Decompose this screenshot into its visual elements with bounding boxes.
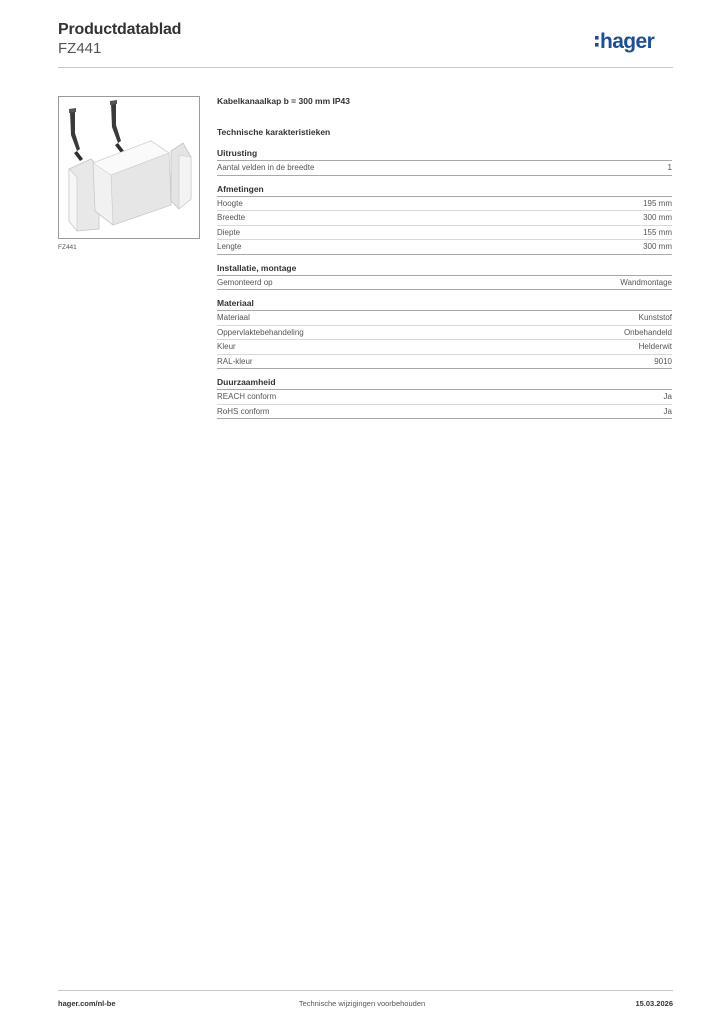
image-caption: FZ441 xyxy=(58,244,77,251)
spec-value: Ja xyxy=(663,392,672,401)
spec-value: Kunststof xyxy=(638,313,672,322)
section-title: Installatie, montage xyxy=(217,263,672,276)
footer-disclaimer: Technische wijzigingen voorbehouden xyxy=(298,999,426,1008)
hager-logo xyxy=(594,27,674,57)
product-image xyxy=(58,96,200,239)
spec-label: RAL-kleur xyxy=(217,356,253,366)
section-duurzaamheid xyxy=(217,377,672,419)
spec-label: Lengte xyxy=(217,242,242,251)
spec-value: 300 mm xyxy=(643,213,672,222)
spec-value: 300 mm xyxy=(643,242,672,251)
spec-row xyxy=(217,311,672,326)
spec-label: Gemonteerd op xyxy=(217,277,273,287)
spec-label: Breedte xyxy=(217,213,246,222)
spec-content xyxy=(217,96,672,427)
spec-label: Aantal velden in de breedte xyxy=(217,163,315,172)
spec-value: 1 xyxy=(667,163,672,172)
spec-row xyxy=(217,405,672,420)
spec-row xyxy=(217,390,672,405)
spec-value: Onbehandeld xyxy=(623,327,672,337)
spec-row xyxy=(217,211,672,226)
product-code: FZ441 xyxy=(58,40,102,57)
spec-label: Hoogte xyxy=(217,198,243,208)
spec-row xyxy=(217,326,672,341)
spec-row xyxy=(217,276,672,291)
logo-text: hager xyxy=(600,30,655,53)
spec-label: REACH conform xyxy=(217,392,277,401)
technical-characteristics-heading: Technische karakteristieken xyxy=(217,127,331,137)
section-title: Materiaal xyxy=(217,298,672,311)
spec-row xyxy=(217,226,672,241)
spec-value: Ja xyxy=(663,406,672,416)
section-uitrusting xyxy=(217,148,672,176)
footer-date: 15.03.2026 xyxy=(635,999,673,1008)
product-name: Kabelkanaalkap b = 300 mm IP43 xyxy=(217,96,351,106)
section-title: Duurzaamheid xyxy=(217,377,672,390)
spec-label: Materiaal xyxy=(217,313,250,322)
spec-value: 195 mm xyxy=(643,198,672,208)
spec-label: Kleur xyxy=(217,342,236,351)
section-afmetingen xyxy=(217,184,672,255)
spec-value: 9010 xyxy=(654,356,672,366)
spec-row xyxy=(217,355,672,370)
section-materiaal xyxy=(217,298,672,369)
spec-value: 155 mm xyxy=(643,227,672,237)
spec-row xyxy=(217,340,672,355)
spec-label: RoHS conform xyxy=(217,406,270,416)
footer-website-link[interactable]: hager.com/nl-be xyxy=(58,999,116,1008)
spec-value: Helderwit xyxy=(638,342,672,351)
section-title: Afmetingen xyxy=(217,184,672,197)
spec-row xyxy=(217,240,672,255)
section-title: Uitrusting xyxy=(217,148,672,161)
page-title: Productdatablad xyxy=(58,21,182,38)
spec-value: Wandmontage xyxy=(620,277,672,287)
footer-divider xyxy=(58,990,673,991)
header-divider xyxy=(58,67,673,68)
spec-row xyxy=(217,197,672,212)
section-installatie-montage xyxy=(217,263,672,291)
spec-label: Oppervlaktebehandeling xyxy=(217,327,304,337)
spec-row xyxy=(217,161,672,176)
spec-label: Diepte xyxy=(217,227,241,237)
